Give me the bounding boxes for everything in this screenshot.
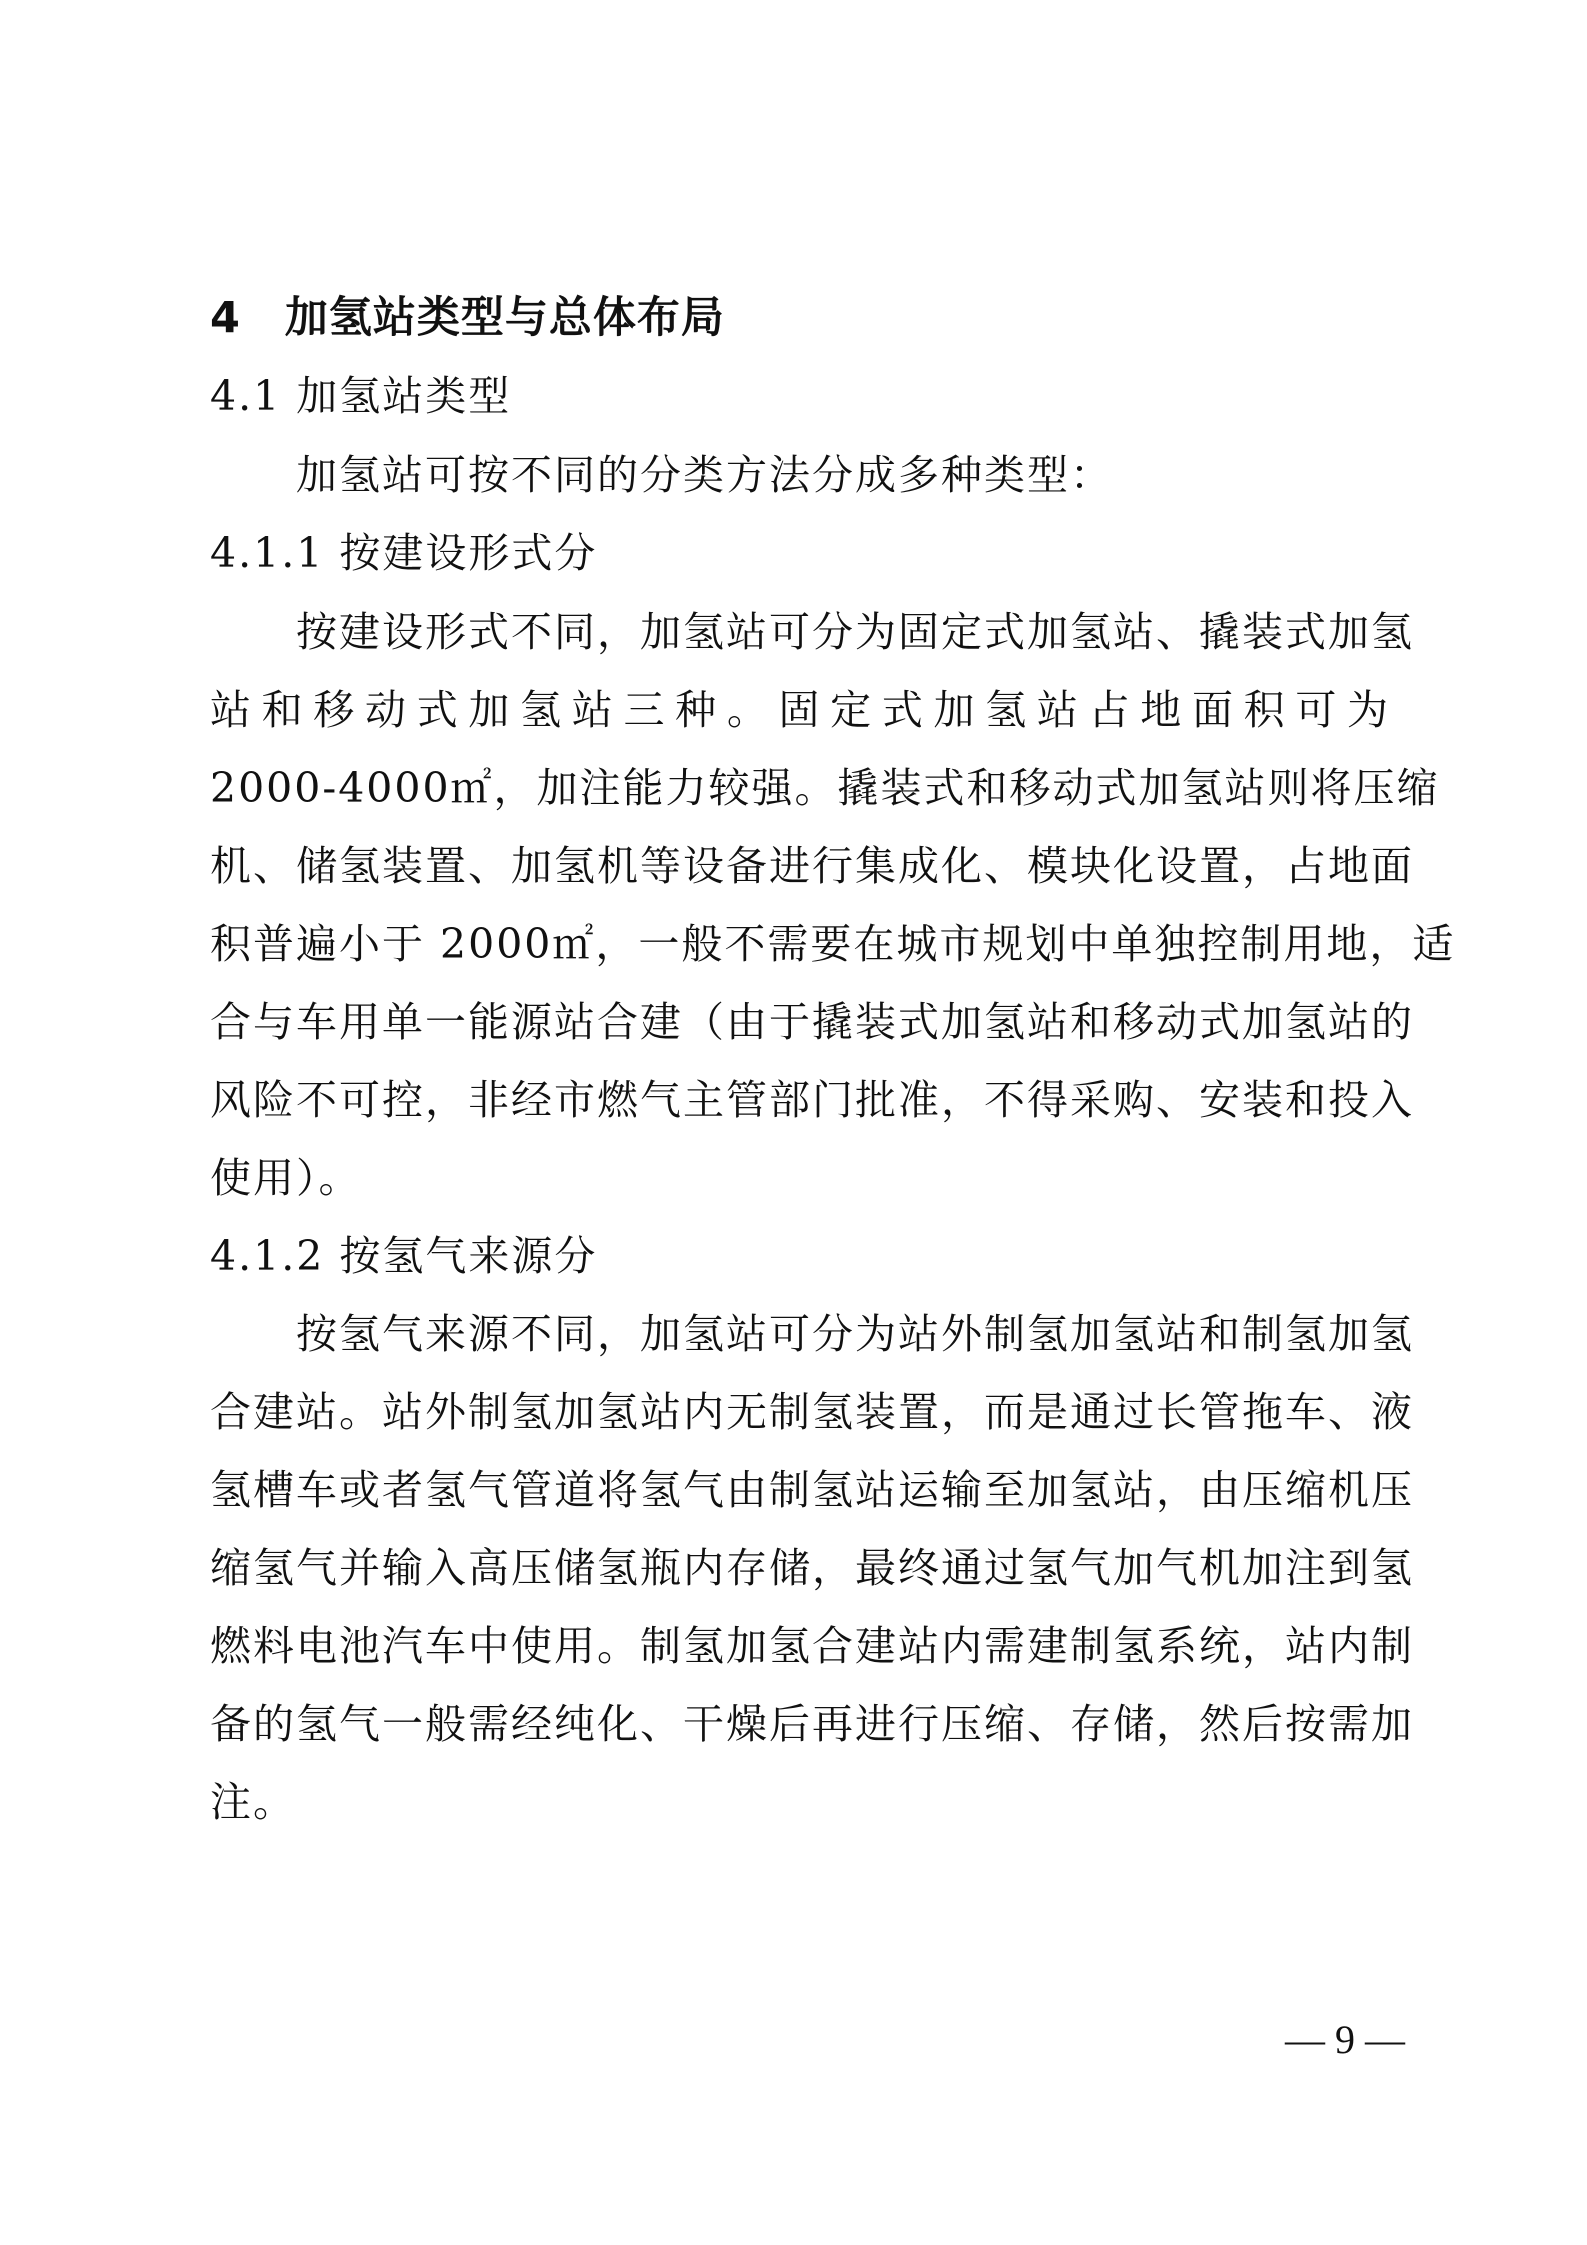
paragraph-line: 燃料电池汽车中使用。制氢加氢合建站内需建制氢系统，站内制 <box>210 1622 1414 1670</box>
subsection-heading-4-1-2: 4.1.2 按氢气来源分 <box>210 1232 598 1280</box>
paragraph-line: 风险不可控，非经市燃气主管部门批准，不得采购、安装和投入 <box>210 1076 1414 1124</box>
paragraph-line: 备的氢气一般需经纯化、干燥后再进行压缩、存储，然后按需加 <box>210 1700 1414 1748</box>
subsection-heading-4-1-1: 4.1.1 按建设形式分 <box>210 529 598 577</box>
section-heading: 4 加氢站类型与总体布局 <box>210 293 725 343</box>
paragraph-line: 缩氢气并输入高压储氢瓶内存储，最终通过氢气加气机加注到氢 <box>210 1544 1414 1592</box>
paragraph-line: 2000-4000㎡，加注能力较强。撬装式和移动式加氢站则将压缩 <box>210 764 1440 812</box>
paragraph-line: 按氢气来源不同，加氢站可分为站外制氢加氢站和制氢加氢 <box>296 1310 1414 1358</box>
paragraph-line: 按建设形式不同，加氢站可分为固定式加氢站、撬装式加氢 <box>296 608 1414 656</box>
page-number: — 9 — <box>1285 2017 1405 2062</box>
paragraph-line: 注。 <box>210 1778 296 1826</box>
paragraph-line: 氢槽车或者氢气管道将氢气由制氢站运输至加氢站，由压缩机压 <box>210 1466 1414 1514</box>
subsection-heading-4-1: 4.1 加氢站类型 <box>210 372 512 420</box>
intro-paragraph: 加氢站可按不同的分类方法分成多种类型： <box>296 451 1113 499</box>
paragraph-line: 使用）。 <box>210 1154 362 1202</box>
paragraph-line: 站和移动式加氢站三种。固定式加氢站占地面积可为 <box>210 686 1390 734</box>
paragraph-line: 合建站。站外制氢加氢站内无制氢装置，而是通过长管拖车、液 <box>210 1388 1414 1436</box>
paragraph-line: 机、储氢装置、加氢机等设备进行集成化、模块化设置，占地面 <box>210 842 1414 890</box>
paragraph-line: 合与车用单一能源站合建（由于撬装式加氢站和移动式加氢站的 <box>210 998 1414 1046</box>
paragraph-line: 积普遍小于 2000㎡，一般不需要在城市规划中单独控制用地，适 <box>210 920 1456 968</box>
